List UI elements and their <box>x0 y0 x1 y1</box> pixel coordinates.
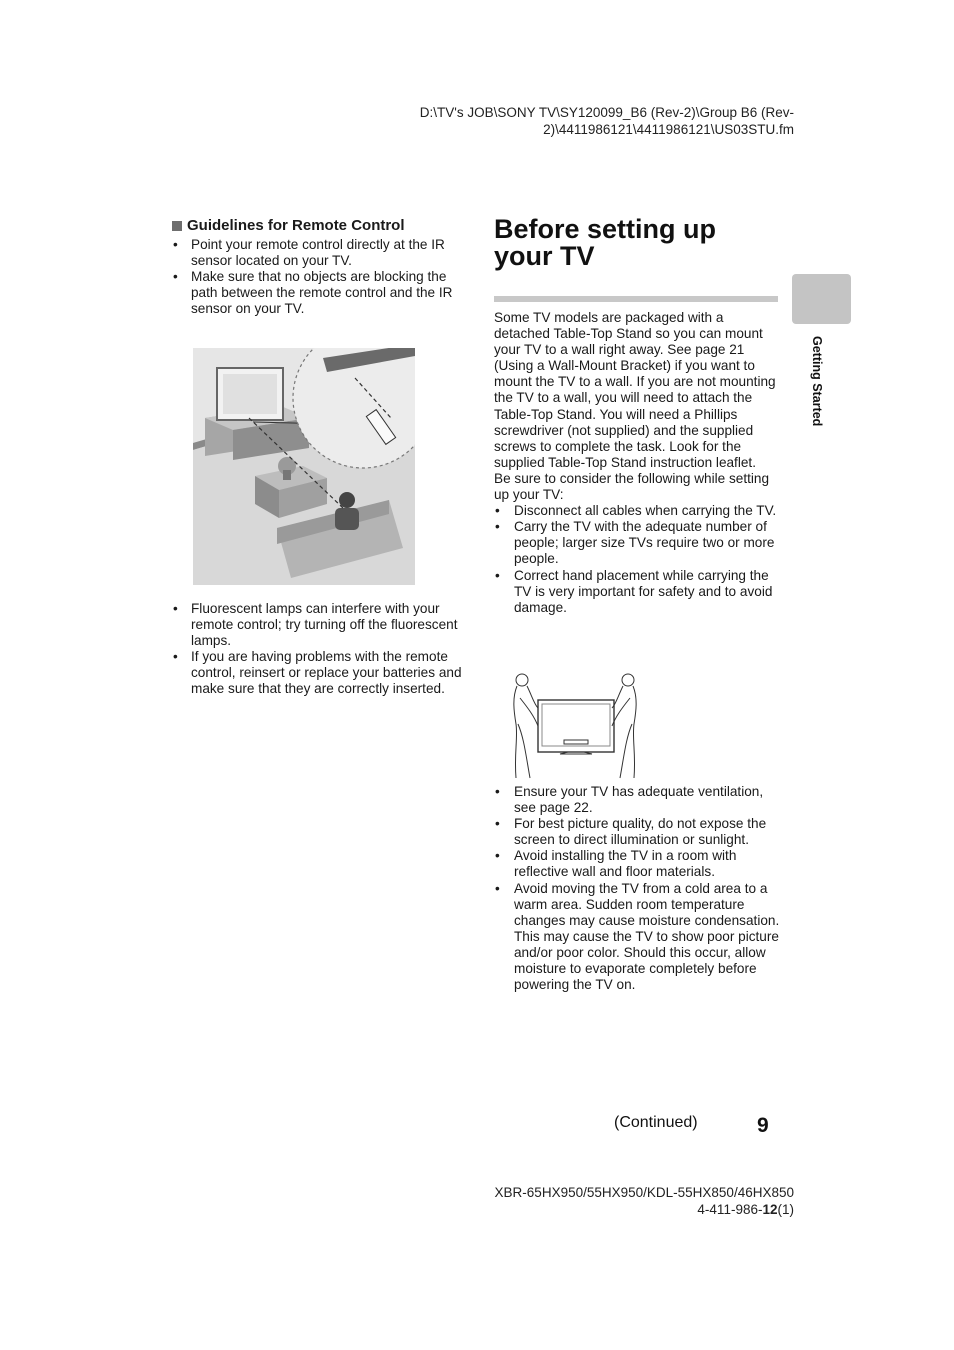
page-title <box>494 216 784 270</box>
carry-tips-list <box>494 503 780 616</box>
chapter-tab <box>792 274 851 324</box>
placement-tips-list <box>494 784 780 993</box>
page-title-line-2: your TV <box>494 241 595 271</box>
tv-carrying-illustration <box>508 668 644 780</box>
model-info <box>394 1184 794 1218</box>
list-item: • Carry the TV with the adequate number of people; larger size TVs require two or more people. <box>494 519 780 567</box>
lead-paragraph: Be sure to consider the following while setting up your TV: <box>494 470 770 503</box>
code-bold: 12 <box>762 1202 778 1217</box>
intro-paragraph: Some TV models are packaged with a detached Table-Top Stand so you can mount your TV to a wall right away. See page 21 (Using a Wall-Mount Bracket) if you want to mount the TV to a wall. If you are not mounting the TV to a wall, you will need to attach the Table-Top Stand. You will need a Phillips screwdriver (not supplied) and the supplied screws to complete the task. Look for the supplied Table-Top Stand instruction leaflet. <box>494 310 776 470</box>
page-title-line-1: Before setting up <box>494 214 717 244</box>
section-heading-text: Guidelines for Remote Control <box>187 217 405 234</box>
list-item: • Correct hand placement while carrying the TV is very important for safety and to avoid damage. <box>494 568 780 616</box>
chapter-tab-label <box>810 336 828 446</box>
chapter-tab-text: Getting Started <box>810 336 824 427</box>
square-bullet-icon <box>172 221 182 231</box>
list-item: • For best picture quality, do not expose the screen to direct illumination or sunlight. <box>494 816 780 848</box>
remote-room-illustration <box>193 348 415 585</box>
file-path-line-2: 2)\4411986121\4411986121\US03STU.fm <box>543 122 794 137</box>
list-item: • Ensure your TV has adequate ventilation, see page 22. <box>494 784 780 816</box>
continued-label: (Continued) <box>614 1114 698 1131</box>
setup-intro-section <box>494 310 780 616</box>
list-item: • Fluorescent lamps can interfere with your remote control; try turning off the fluorescent lamps. <box>172 601 462 649</box>
list-item: • Disconnect all cables when carrying the TV. <box>494 503 780 519</box>
remote-guidelines-section <box>172 218 462 318</box>
list-item: • If you are having problems with the remote control, reinsert or replace your batteries and make sure that they are correctly inserted. <box>172 649 462 697</box>
code-suffix: (1) <box>777 1202 794 1217</box>
remote-guidelines-list <box>172 237 462 317</box>
list-item: • Avoid installing the TV in a room with reflective wall and floor materials. <box>494 848 780 880</box>
list-item: • Make sure that no objects are blocking the path between the remote control and the IR sensor on your TV. <box>172 269 462 317</box>
remote-troubleshooting-list <box>172 601 462 698</box>
list-item: • Avoid moving the TV from a cold area to a warm area. Sudden room temperature changes may cause moisture condensation. This may cause the TV to show poor picture and/or poor color. Should this occur, allow moisture to evaporate completely before powering the TV on. <box>494 881 780 994</box>
code-prefix: 4-411-986- <box>697 1202 763 1217</box>
document-code <box>394 1201 794 1218</box>
remote-troubleshooting-section <box>172 601 462 698</box>
page-number: 9 <box>757 1114 769 1137</box>
title-divider <box>494 296 778 302</box>
file-path-header <box>354 104 794 138</box>
file-path-line-1: D:\TV's JOB\SONY TV\SY120099_B6 (Rev-2)\Group B6 (Rev- <box>419 105 794 120</box>
section-heading <box>172 218 462 234</box>
placement-tips-section <box>494 784 780 993</box>
list-item: • Point your remote control directly at the IR sensor located on your TV. <box>172 237 462 269</box>
model-numbers: XBR-65HX950/55HX950/KDL-55HX850/46HX850 <box>494 1185 794 1200</box>
